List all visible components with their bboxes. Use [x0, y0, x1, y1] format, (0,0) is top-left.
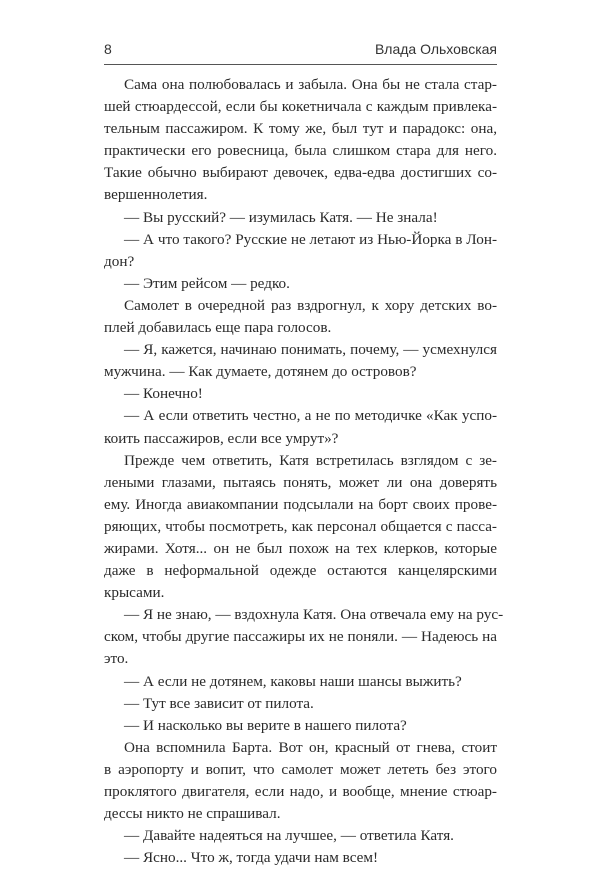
text-line: ему. Иногда авиакомпании подсылали на борт своих прове-	[104, 495, 497, 513]
paragraph	[104, 715, 497, 737]
running-head-author: Влада Ольховская	[374, 41, 497, 57]
text-line: — А если не дотянем, каковы наши шансы выжить?	[124, 672, 462, 690]
text-line: это.	[104, 650, 129, 668]
text-line: Самолет в очередной раз вздрогнул, к хору детских во-	[124, 296, 497, 314]
text-line: мужчина. — Как думаете, дотянем до островов?	[104, 363, 417, 381]
paragraph	[104, 737, 497, 825]
text-line: — Конечно!	[124, 385, 203, 403]
paragraph	[104, 295, 497, 339]
paragraph	[104, 273, 497, 295]
text-line: леными глазами, пытаясь понять, может ли она доверять	[104, 473, 497, 491]
text-line: — А что такого? Русские не летают из Нью-Йорка в Лон-	[124, 230, 497, 248]
paragraph	[104, 339, 497, 383]
text-line: — Я не знаю, — вздохнула Катя. Она отвечала ему на рус-	[124, 606, 504, 624]
text-line: — Тут все зависит от пилота.	[124, 694, 314, 712]
paragraph	[104, 405, 497, 449]
text-line: ском, чтобы другие пассажиры их не поняли. — Надеюсь на	[104, 628, 497, 646]
text-line: Прежде чем ответить, Катя встретилась взглядом с зе-	[124, 451, 497, 469]
text-line: дон?	[104, 252, 135, 270]
text-line: — Этим рейсом — редко.	[124, 274, 290, 292]
text-line: даже в неформальной одежде остаются канцелярскими	[104, 562, 497, 580]
text-line: — Я, кажется, начинаю понимать, почему, — усмехнулся	[124, 341, 497, 359]
paragraph	[104, 825, 497, 847]
text-line: — А если ответить честно, а не по методичке «Как успо-	[124, 407, 497, 425]
paragraph	[104, 693, 497, 715]
text-line: практически его ровесница, была слишком стара для него.	[104, 142, 497, 160]
text-line: жирами. Хотя... он не был похож на тех клерков, которые	[104, 539, 497, 557]
text-line: плей добавилась еще пара голосов.	[104, 319, 332, 337]
page-header	[104, 41, 497, 63]
paragraph	[104, 847, 497, 869]
text-line: — Вы русский? — изумилась Катя. — Не знала!	[124, 208, 438, 226]
page-number: 8	[104, 41, 112, 57]
text-line: — Давайте надеяться на лучшее, — ответила Катя.	[124, 827, 454, 845]
text-line: проклятого двигателя, если надо, и вообще, мнение стюар-	[104, 783, 497, 800]
text-line: ряющих, чтобы посмотреть, как персонал общается с пасса-	[104, 517, 497, 535]
paragraph	[104, 450, 497, 605]
text-line: Она вспомнила Барта. Вот он, красный от гнева, стоит	[124, 738, 497, 756]
text-line: вершеннолетия.	[104, 186, 208, 204]
paragraph	[104, 383, 497, 405]
text-line: — И насколько вы верите в нашего пилота?	[124, 716, 407, 734]
paragraph	[104, 207, 497, 229]
paragraph	[104, 229, 497, 273]
text-line: крысами.	[104, 584, 165, 602]
header-rule	[104, 64, 497, 65]
text-line: шей стюардессой, если бы кокетничала с каждым привлека-	[104, 98, 497, 116]
text-line: Сама она полюбовалась и забыла. Она бы не стала стар-	[124, 76, 497, 93]
paragraph	[104, 74, 497, 207]
text-line: в аэропорту и вопит, что самолет может лететь без этого	[104, 760, 497, 778]
text-line: Такие обычно выбирают девочек, едва-едва достигших со-	[104, 164, 497, 182]
paragraph	[104, 604, 504, 670]
paragraph	[104, 671, 497, 693]
text-line: тельным пассажиром. К тому же, был тут и парадокс: она,	[104, 120, 497, 138]
text-line: дессы никто не спрашивал.	[104, 805, 281, 823]
text-line: коить пассажиров, если все умрут»?	[104, 429, 339, 447]
text-line: — Ясно... Что ж, тогда удачи нам всем!	[124, 849, 379, 867]
